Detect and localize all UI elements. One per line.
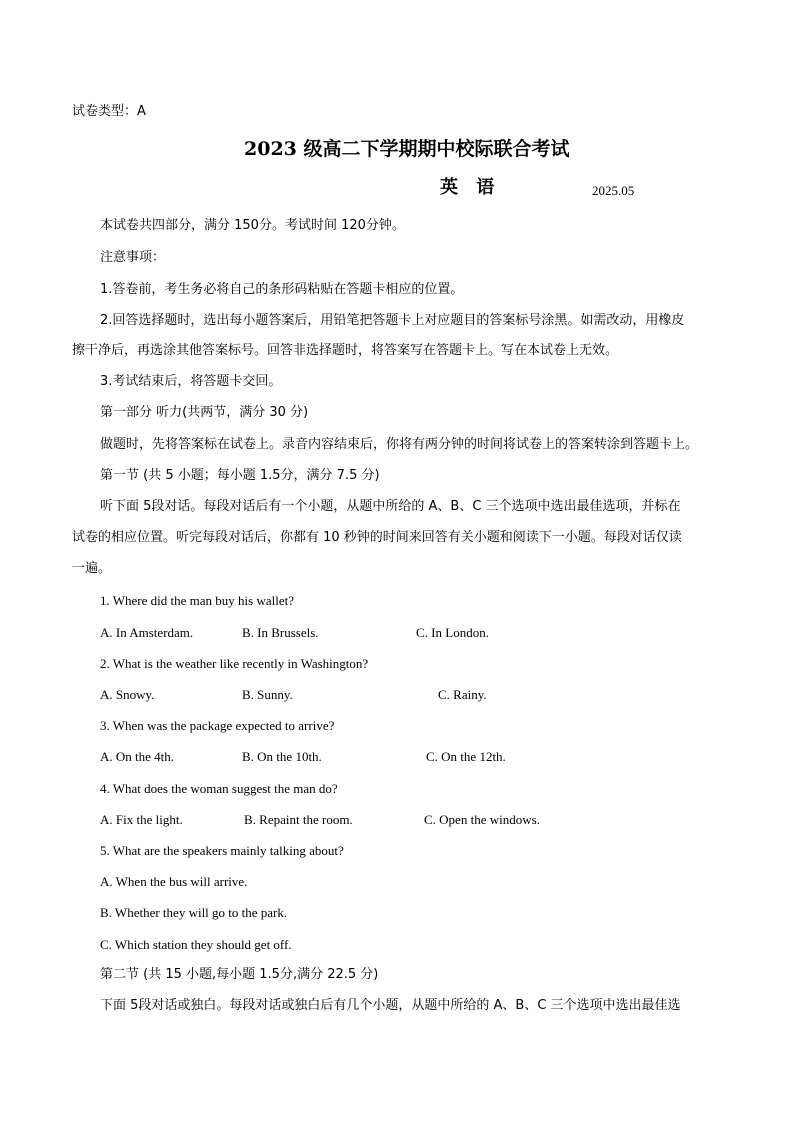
section1-heading: 第一节 (共 5 小题；每小题 1.5分，满分 7.5 分): [100, 468, 380, 483]
question-1-option-b: B. In Brussels.: [242, 625, 319, 640]
question-3-option-b: B. On the 10th.: [242, 749, 322, 764]
note-2-line-2: 擦干净后，再选涂其他答案标号。回答非选择题时，将答案写在答题卡上。写在本试卷上无效。: [72, 343, 619, 358]
subject-title: 英 语: [440, 177, 501, 198]
question-1-option-a: A. In Amsterdam.: [100, 625, 194, 640]
question-4-stem: 4. What does the woman suggest the man do?: [100, 781, 338, 796]
exam-date: 2025.05: [592, 183, 635, 198]
question-4-option-c: C. Open the windows.: [424, 812, 540, 827]
question-2-option-b: B. Sunny.: [242, 687, 293, 702]
notes-heading: 注意事项：: [100, 250, 166, 265]
question-5-stem: 5. What are the speakers mainly talking about?: [100, 843, 344, 858]
part1-instruction: 做题时，先将答案标在试卷上。录音内容结束后，你将有两分钟的时间将试卷上的答案转涂到答题卡上。: [100, 437, 699, 452]
question-2-stem: 2. What is the weather like recently in Washington?: [100, 656, 369, 671]
note-2-line-1: 2.回答选择题时，选出每小题答案后，用铅笔把答题卡上对应题目的答案标号涂黑。如需改动，用橡皮: [100, 313, 685, 328]
question-5-option-b: B. Whether they will go to the park.: [100, 905, 288, 920]
question-5-option-c: C. Which station they should get off.: [100, 937, 292, 952]
question-2-option-a: A. Snowy.: [100, 687, 155, 702]
question-4-option-a: A. Fix the light.: [100, 812, 183, 827]
part1-heading: 第一部分 听力(共两节，满分 30 分): [100, 405, 309, 420]
question-4-option-b: B. Repaint the room.: [244, 812, 353, 827]
exam-title: 2023 级高二下学期期中校际联合考试: [244, 138, 570, 160]
question-1-stem: 1. Where did the man buy his wallet?: [100, 593, 294, 608]
section1-directions-line-2: 试卷的相应位置。听完每段对话后，你都有 10 秒钟的时间来回答有关小题和阅读下一小题。每段对话仅读: [72, 530, 682, 545]
question-3-stem: 3. When was the package expected to arrive?: [100, 718, 335, 733]
section1-directions-line-1: 听下面 5段对话。每段对话后有一个小题，从题中所给的 A、B、C 三个选项中选出最佳选项，并标在: [100, 499, 681, 514]
section2-directions-line-1: 下面 5段对话或独白。每段对话或独白后有几个小题，从题中所给的 A、B、C 三个选项中选出最佳选: [100, 998, 681, 1013]
paper-type: 试卷类型：A: [72, 104, 146, 119]
question-3-option-c: C. On the 12th.: [426, 749, 506, 764]
question-3-option-a: A. On the 4th.: [100, 749, 175, 764]
exam-summary: 本试卷共四部分，满分 150分。考试时间 120分钟。: [100, 218, 405, 233]
note-1: 1.答卷前，考生务必将自己的条形码粘贴在答题卡相应的位置。: [100, 282, 464, 297]
question-1-option-c: C. In London.: [416, 625, 489, 640]
question-2-option-c: C. Rainy.: [438, 687, 487, 702]
section2-heading: 第二节 (共 15 小题,每小题 1.5分,满分 22.5 分): [100, 967, 379, 982]
note-3: 3.考试结束后，将答题卡交回。: [100, 374, 282, 389]
section1-directions-line-3: 一遍。: [72, 561, 112, 576]
question-5-option-a: A. When the bus will arrive.: [100, 874, 248, 889]
